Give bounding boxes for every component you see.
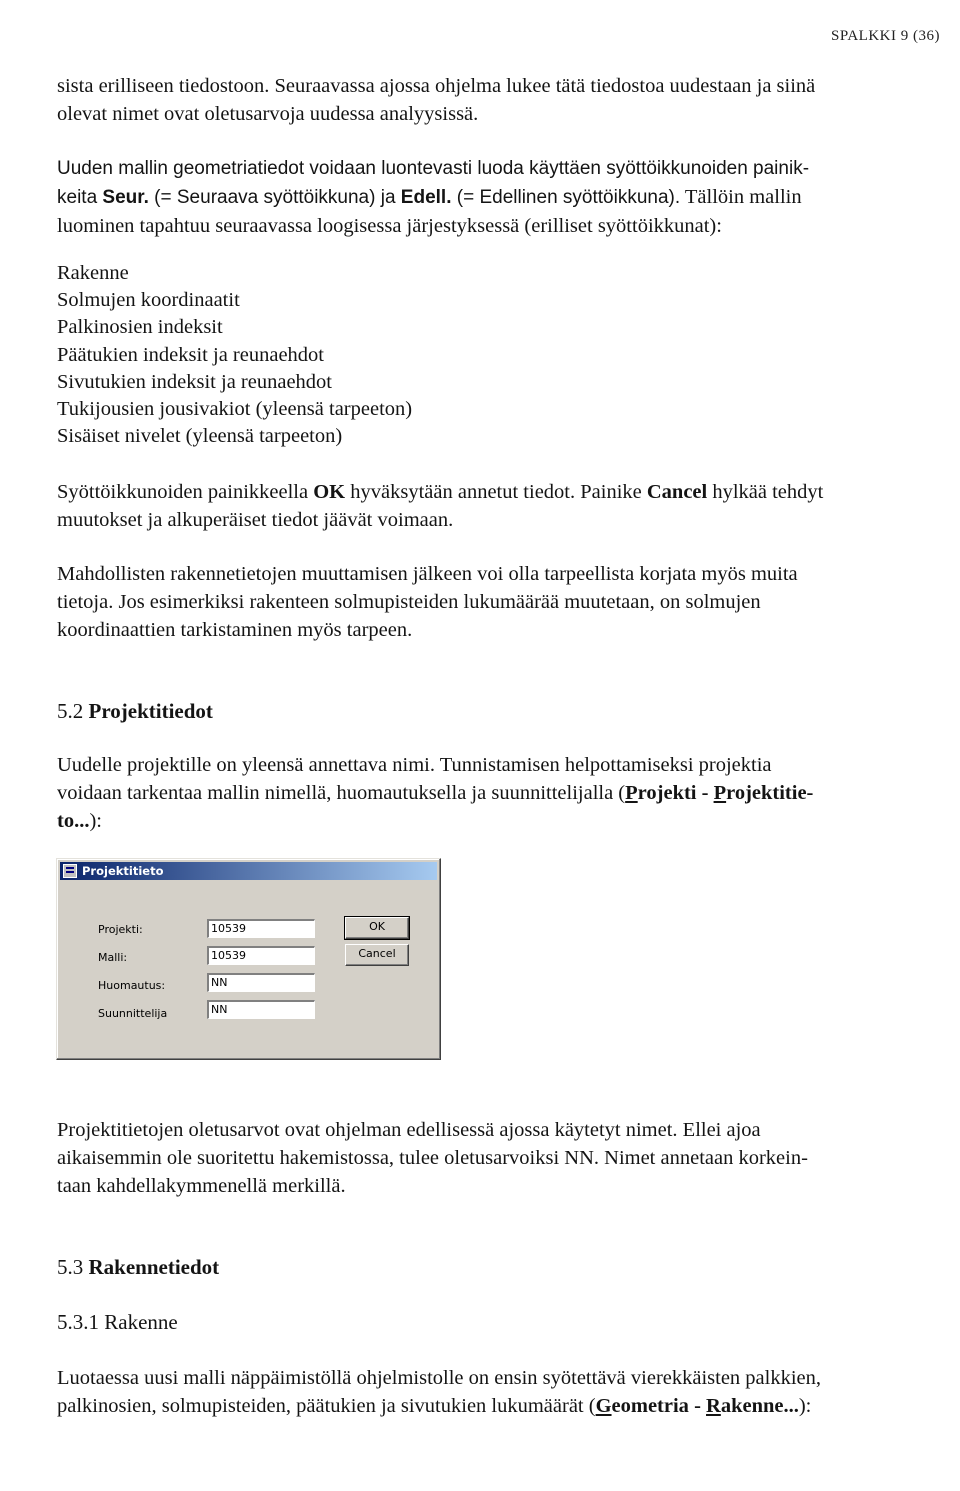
defaults-paragraph: Projektitietojen oletusarvot ovat ohjelman edellisessä ajossa käytetyt nimet. Ellei ajoa aikaisemmin ole suoritettu hakemistossa, tulee oletusarvoiksi NN. Nimet annetaan korkein- taan kahdellakymmenellä merkillä. [57, 1119, 808, 1197]
project-paragraph: Uudelle projektille on yleensä annettava nimi. Tunnistamisen helpottamiseksi projektia voidaan tarkentaa mallin nimellä, huomautuksella ja suunnittelijalla (Projekti - Projektitie- to...): [57, 754, 814, 832]
geometry-paragraph: Uuden mallin geometriatiedot voidaan luontevasti luoda käyttäen syöttöikkunoiden painik- keita Seur. (= Seuraava syöttöikkuna) ja Edell. (= Edellinen syöttöikkuna). Tällöin mallin luominen tapahtuu seuraavassa loogisessa järjestyksessä (erilliset syöttöikkunat): [57, 158, 810, 237]
section-heading-5-2: 5.2 Projektitiedot [57, 699, 213, 723]
page-header: SPALKKI 9 (36) [831, 28, 940, 44]
malli-label: Malli: [98, 951, 128, 964]
window-menu-icon[interactable] [63, 864, 77, 878]
ok-cancel-paragraph: Syöttöikkunoiden painikkeella OK hyväksytään annetut tiedot. Painike Cancel hylkää tehdyt muutokset ja alkuperäiset tiedot jäävät voimaan. [57, 481, 824, 531]
section-heading-5-3: 5.3 Rakennetiedot [57, 1255, 220, 1279]
changes-paragraph: Mahdollisten rakennetietojen muuttamisen jälkeen voi olla tarpeellista korjata myös muita tietoja. Jos esimerkiksi rakenteen solmupisteiden lukumäärää muutetaan, on solmujen koordinaattien tarkistaminen myös tarpeen. [57, 563, 798, 641]
malli-input[interactable]: 10539 [207, 946, 315, 965]
seur-label: Seur. [102, 187, 149, 208]
projekti-label: Projekti: [98, 923, 143, 936]
huomautus-input[interactable]: NN [207, 973, 315, 992]
section-heading-5-3-1: 5.3.1 Rakenne [57, 1310, 178, 1334]
huomautus-label: Huomautus: [98, 979, 166, 992]
input-window-list [57, 260, 412, 450]
list-item: Palkinosien indeksit [57, 316, 223, 339]
edell-label: Edell. [400, 187, 452, 208]
projekti-input[interactable]: 10539 [207, 919, 315, 938]
list-item: Rakenne [57, 262, 129, 284]
cancel-button[interactable]: Cancel [345, 944, 409, 966]
list-item: Sisäiset nivelet (yleensä tarpeeton) [57, 425, 343, 448]
projektitieto-dialog [56, 858, 441, 1060]
ok-button[interactable]: OK [345, 917, 409, 939]
intro-paragraph: sista erilliseen tiedostoon. Seuraavassa ajossa ohjelma lukee tätä tiedostoa uudestaan ja siinä olevat nimet ovat oletusarvoja uudessa analyysissä. [57, 75, 816, 125]
list-item: Tukijousien jousivakiot (yleensä tarpeeton) [57, 397, 413, 420]
list-item: Solmujen koordinaatit [57, 289, 240, 312]
structure-paragraph: Luotaessa uusi malli näppäimistöllä ohjelmistolle on ensin syötettävä vierekkäisten palkkien, palkinosien, solmupisteiden, päätukien ja sivutukien lukumäärät (Geometria - Rakenne...): [57, 1367, 822, 1417]
list-item: Sivutukien indeksit ja reunaehdot [57, 370, 332, 393]
dialog-titlebar[interactable] [60, 862, 437, 880]
suunnittelija-label: Suunnittelija [98, 1007, 168, 1020]
list-item: Päätukien indeksit ja reunaehdot [57, 343, 324, 366]
suunnittelija-input[interactable]: NN [207, 1000, 315, 1019]
dialog-title: Projektitieto [82, 864, 164, 878]
